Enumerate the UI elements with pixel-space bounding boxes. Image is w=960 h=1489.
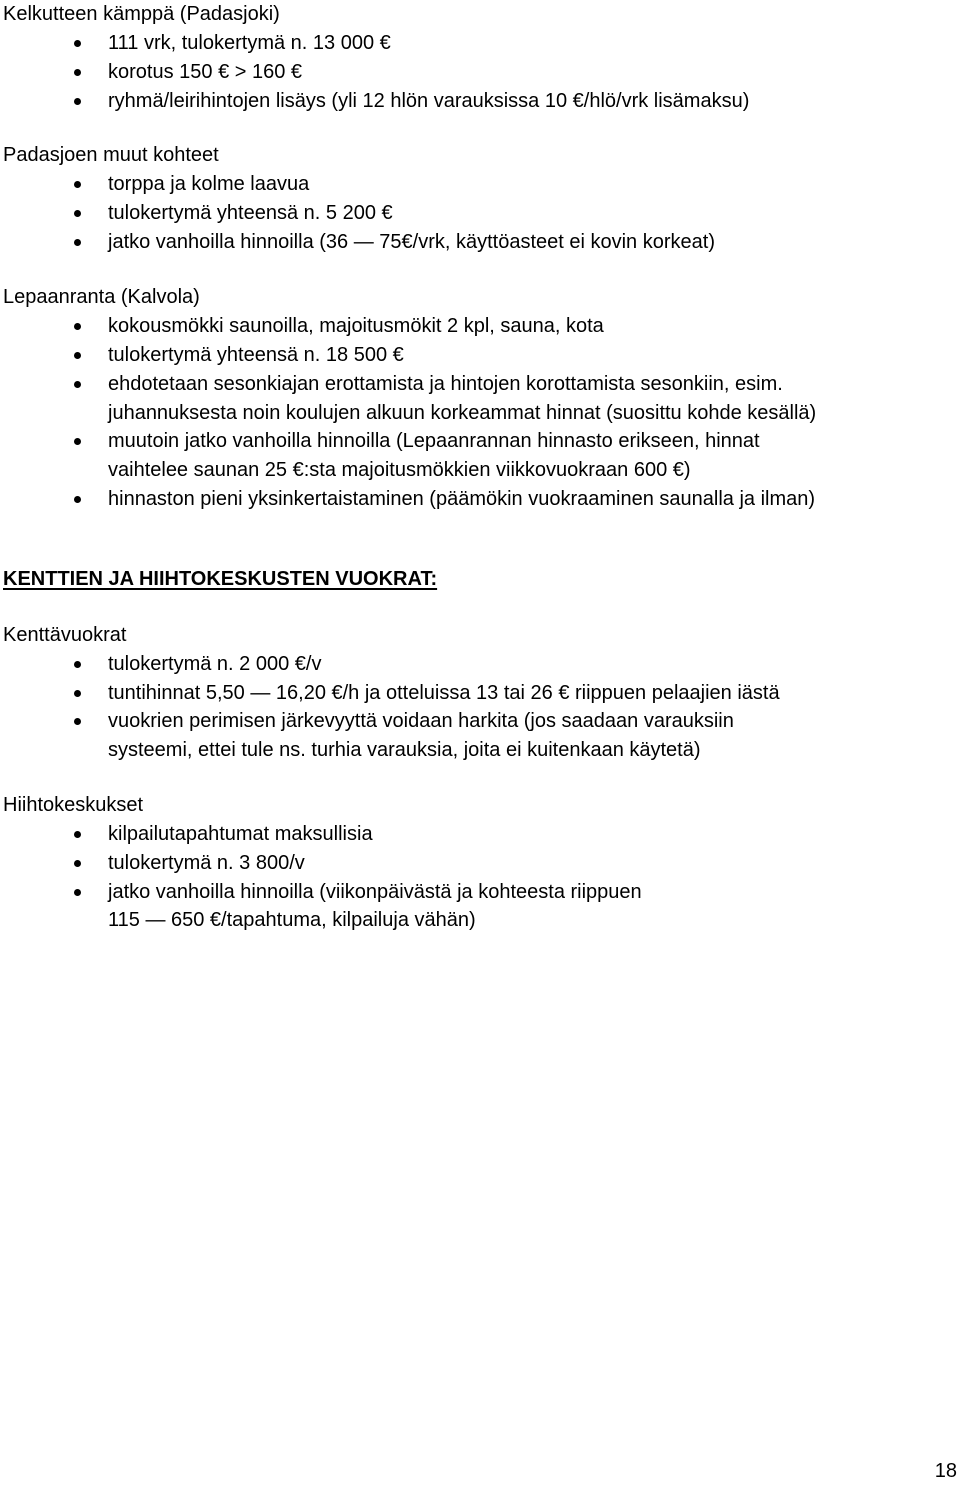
bullet-icon: [74, 690, 81, 697]
list-item-text: ryhmä/leirihintojen lisäys (yli 12 hlön varauksissa 10 €/hlö/vrk lisämaksu): [108, 90, 750, 112]
list-item-text: 115 — 650 €/tapahtuma, kilpailuja vähän): [108, 909, 476, 931]
bullet-icon: [74, 69, 81, 76]
section-heading: Padasjoen muut kohteet: [3, 144, 219, 166]
section-heading: Kenttävuokrat: [3, 624, 127, 646]
bullet-icon: [74, 352, 81, 359]
list-item-text: kilpailutapahtumat maksullisia: [108, 823, 373, 845]
bullet-icon: [74, 381, 81, 388]
list-item-text: ehdotetaan sesonkiajan erottamista ja hintojen korottamista sesonkiin, esim.: [108, 373, 783, 395]
bullet-icon: [74, 496, 81, 503]
bullet-icon: [74, 40, 81, 47]
bullet-icon: [74, 831, 81, 838]
list-item-text: tulokertymä yhteensä n. 5 200 €: [108, 202, 393, 224]
list-item-text: tulokertymä yhteensä n. 18 500 €: [108, 344, 404, 366]
section-heading: Lepaanranta (Kalvola): [3, 286, 200, 308]
list-item-text: torppa ja kolme laavua: [108, 173, 310, 195]
major-heading: KENTTIEN JA HIIHTOKESKUSTEN VUOKRAT:: [3, 568, 438, 590]
bullet-icon: [74, 438, 81, 445]
bullet-icon: [74, 860, 81, 867]
bullet-icon: [74, 181, 81, 188]
list-item-text: 111 vrk, tulokertymä n. 13 000 €: [108, 32, 391, 54]
bullet-icon: [74, 98, 81, 105]
section-heading: Hiihtokeskukset: [3, 794, 144, 816]
bullet-icon: [74, 323, 81, 330]
list-item-text: tulokertymä n. 3 800/v: [108, 852, 305, 874]
bullet-icon: [74, 239, 81, 246]
list-item-text: jatko vanhoilla hinnoilla (viikonpäivästä ja kohteesta riippuen: [108, 881, 642, 903]
list-item-text: hinnaston pieni yksinkertaistaminen (päämökin vuokraaminen saunalla ja ilman): [108, 488, 816, 510]
list-item-text: tuntihinnat 5,50 — 16,20 €/h ja otteluissa 13 tai 26 € riippuen pelaajien iästä: [108, 682, 780, 704]
list-item-text: vuokrien perimisen järkevyyttä voidaan harkita (jos saadaan varauksiin: [108, 710, 734, 732]
list-item-text: systeemi, ettei tule ns. turhia varauksia, joita ei kuitenkaan käytetä): [108, 739, 701, 761]
list-item-text: kokousmökki saunoilla, majoitusmökit 2 kpl, sauna, kota: [108, 315, 604, 337]
list-item-text: vaihtelee saunan 25 €:sta majoitusmökkien viikkovuokraan 600 €): [108, 459, 691, 481]
section-heading: Kelkutteen kämppä (Padasjoki): [3, 3, 280, 25]
page-number: 18: [934, 1460, 957, 1482]
bullet-icon: [74, 210, 81, 217]
bullet-icon: [74, 661, 81, 668]
bullet-icon: [74, 889, 81, 896]
list-item-text: tulokertymä n. 2 000 €/v: [108, 653, 322, 675]
list-item-text: muutoin jatko vanhoilla hinnoilla (Lepaanrannan hinnasto erikseen, hinnat: [108, 430, 760, 452]
list-item-text: korotus 150 € > 160 €: [108, 61, 303, 83]
list-item-text: juhannuksesta noin koulujen alkuun korkeammat hinnat (suosittu kohde kesällä): [108, 402, 817, 424]
list-item-text: jatko vanhoilla hinnoilla (36 — 75€/vrk, käyttöasteet ei kovin korkeat): [108, 231, 715, 253]
bullet-icon: [74, 718, 81, 725]
